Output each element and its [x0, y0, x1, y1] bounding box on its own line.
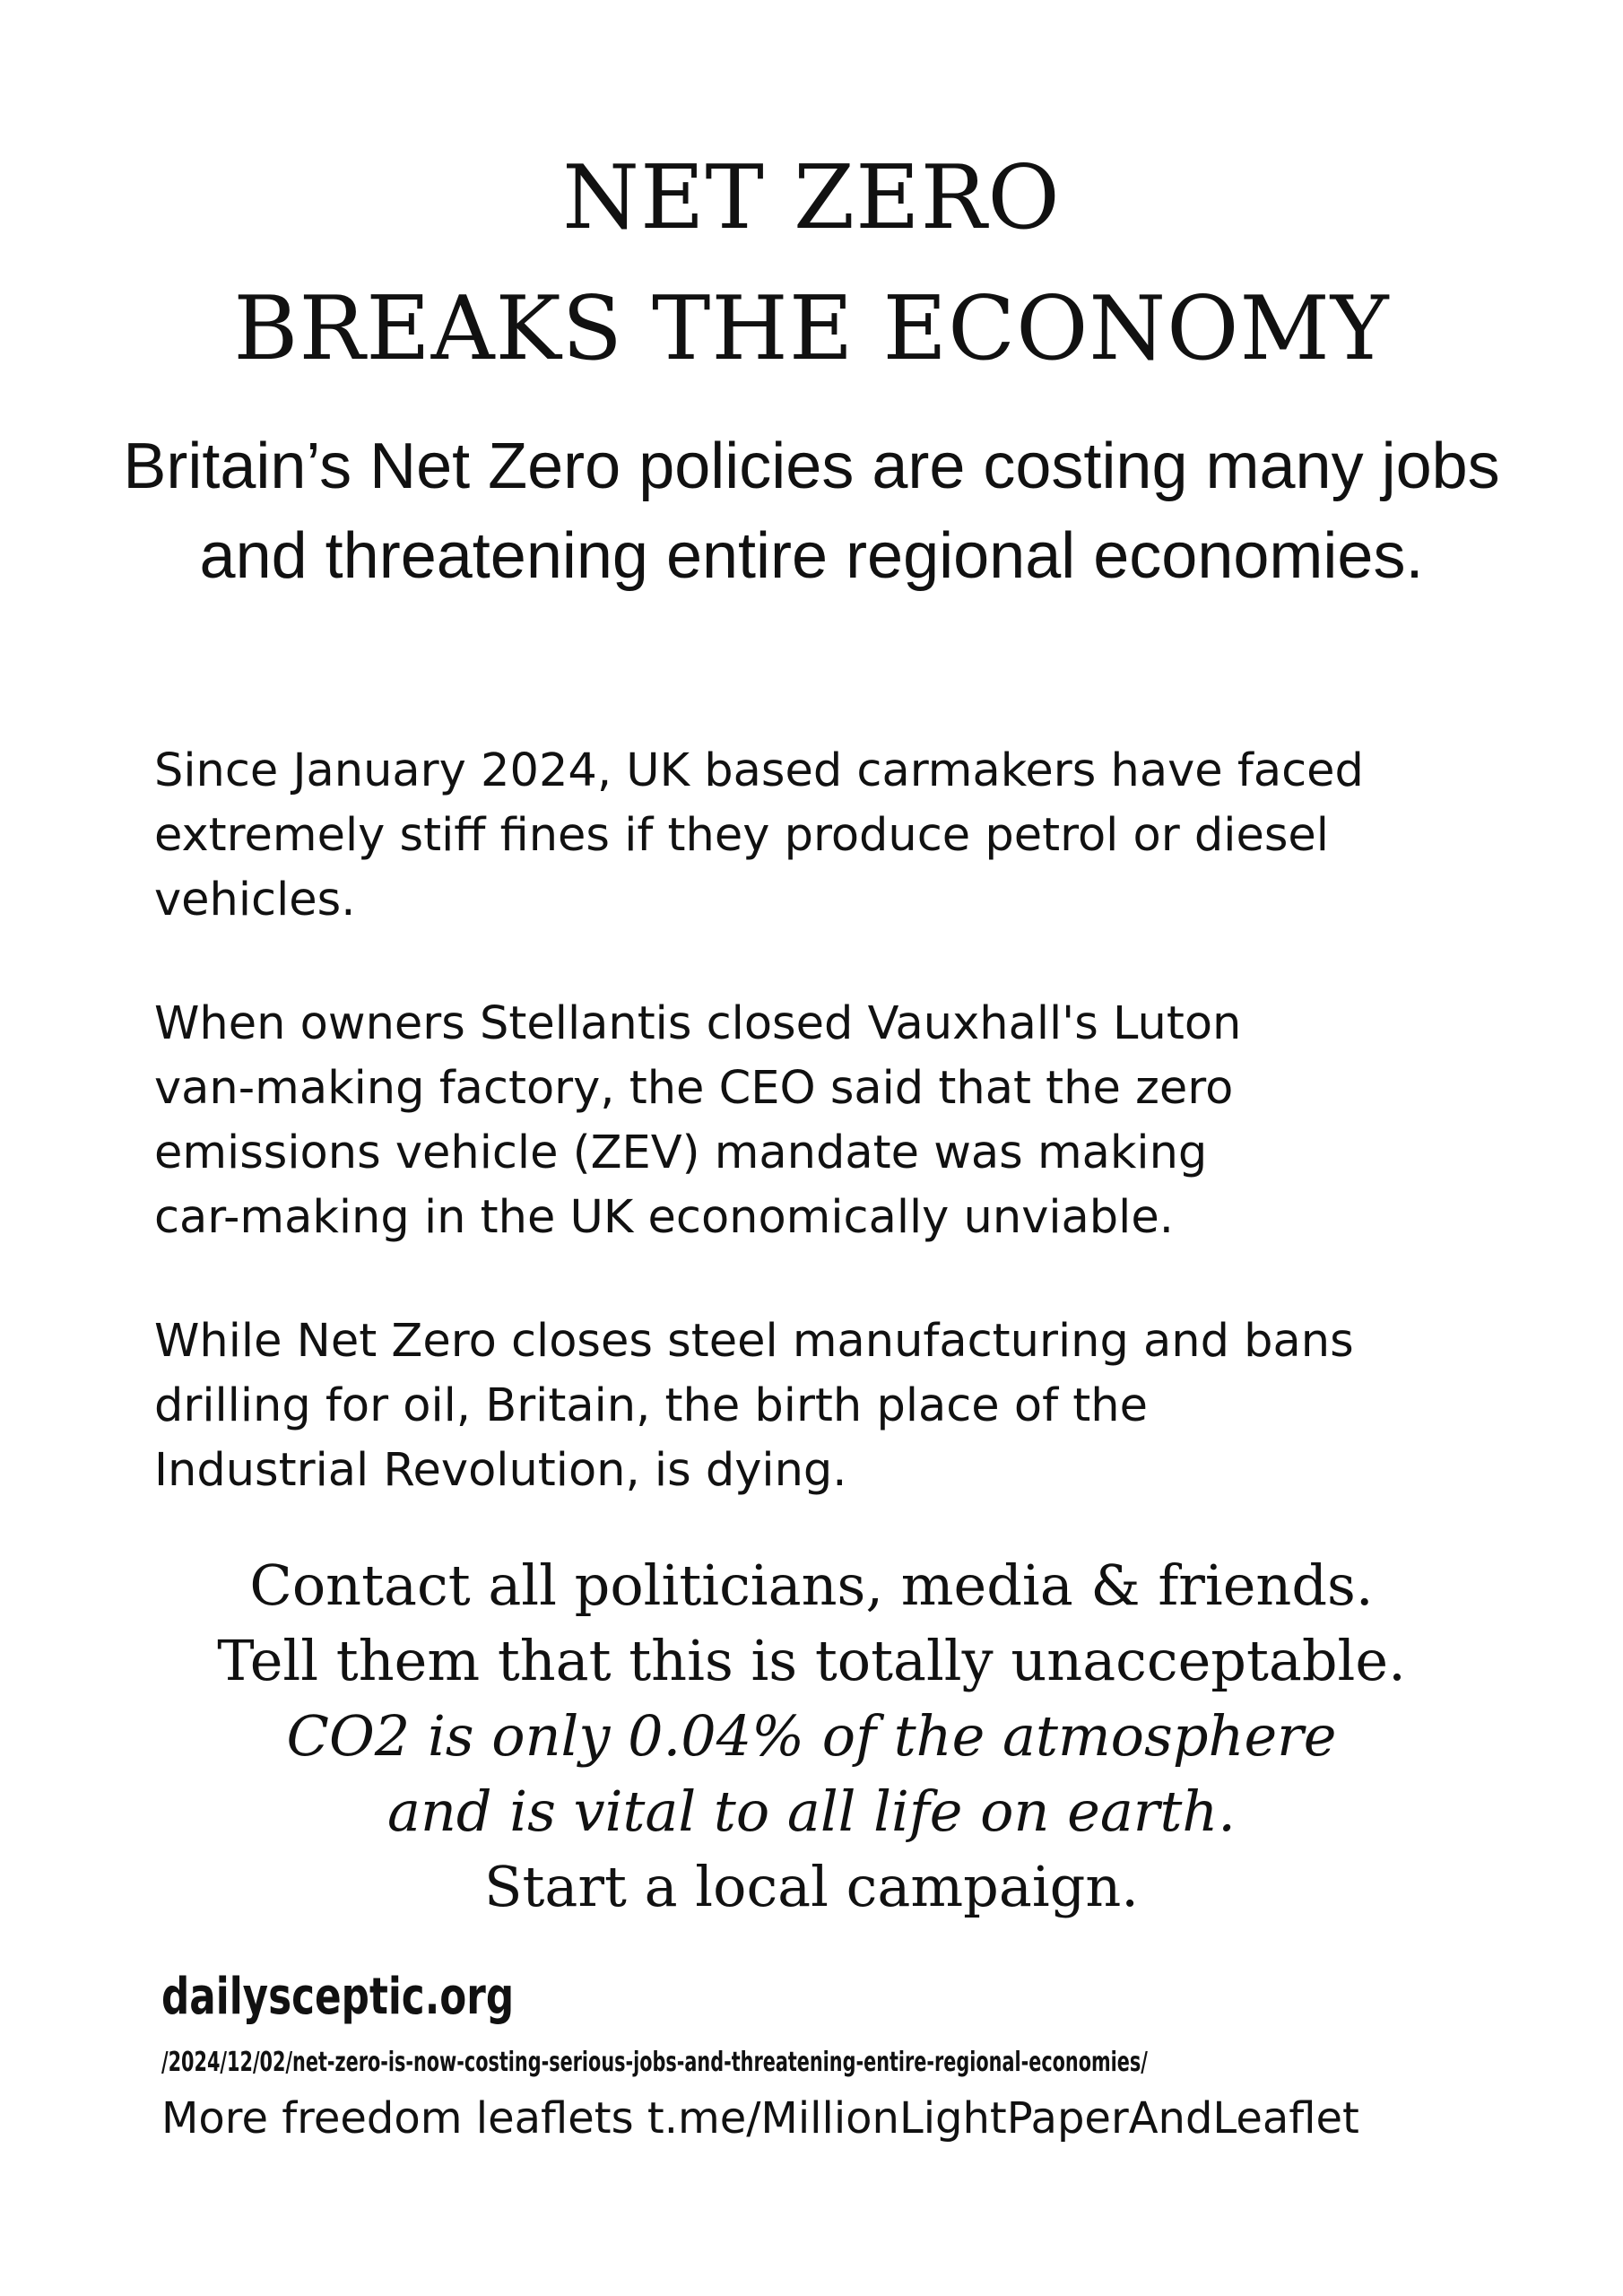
headline-line-1: NET ZERO — [562, 147, 1061, 249]
source-site: dailysceptic.org — [161, 1968, 515, 2026]
paragraph-industry-dying — [154, 1309, 1553, 1503]
paragraph-line: emissions vehicle (ZEV) mandate was making — [154, 1126, 1208, 1179]
paragraph-luton-factory — [154, 992, 1553, 1250]
paragraph-line: car-making in the UK economically unviable. — [154, 1191, 1174, 1244]
paragraph-fines — [154, 739, 1553, 933]
source-path: /2024/12/02/net-zero-is-now-costing-serious-jobs-and-threatening-entire-regional-economies/ — [161, 2047, 1148, 2078]
headline-line-2: BREAKS THE ECONOMY — [233, 278, 1390, 380]
subheadline: Britain’s Net Zero policies are costing many jobs and threatening entire regional economies. — [123, 430, 1500, 592]
cta-line-contact: Contact all politicians, media & friends. — [249, 1552, 1374, 1618]
paragraph-line: While Net Zero closes steel manufacturing and bans — [154, 1315, 1354, 1368]
cta-line-campaign: Start a local campaign. — [484, 1854, 1139, 1919]
paragraph-line: vehicles. — [154, 874, 356, 926]
cta-line-co2: CO2 is only 0.04% of the atmosphere — [286, 1703, 1337, 1769]
paragraph-line: drilling for oil, Britain, the birth place of the — [154, 1379, 1148, 1432]
cta-line-unacceptable: Tell them that this is totally unacceptable. — [217, 1628, 1406, 1693]
paragraph-line: extremely stiff fines if they produce petrol or diesel — [154, 809, 1329, 862]
cta-line-vital: and is vital to all life on earth. — [386, 1779, 1236, 1844]
footer-more-leaflets: More freedom leaflets t.me/MillionLightPaperAndLeaflet — [161, 2093, 1359, 2144]
paragraph-line: Since January 2024, UK based carmakers have faced — [154, 744, 1364, 797]
paragraph-line: When owners Stellantis closed Vauxhall's Luton — [154, 997, 1242, 1050]
call-to-action — [0, 1548, 1623, 1925]
paragraph-line: Industrial Revolution, is dying. — [154, 1444, 847, 1497]
paragraph-line: van-making factory, the CEO said that the zero — [154, 1062, 1234, 1115]
